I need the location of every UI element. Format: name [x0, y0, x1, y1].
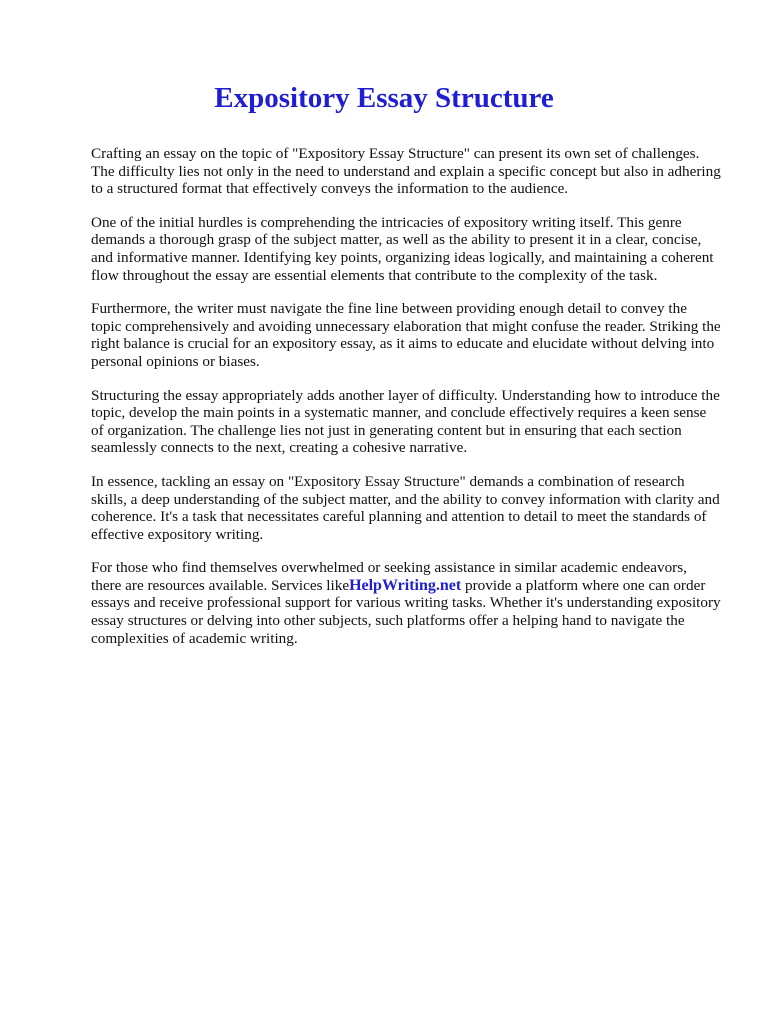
paragraph-6-text-after-link: provide a platform where one can order essays and receive professional support for various writing tasks. Whether it's understanding expository essay structures or delving into other subjects, such platforms offer a helping hand to navigate the complexities of academic writing. [91, 576, 721, 647]
document-title: Expository Essay Structure [214, 82, 554, 114]
helpwriting-link[interactable]: HelpWriting.net [349, 576, 462, 594]
paragraph-6 [91, 559, 721, 647]
paragraph-5: In essence, tackling an essay on "Expository Essay Structure" demands a combination of research skills, a deep understanding of the subject matter, and the ability to convey information with clarity and coherence. It's a task that necessitates careful planning and attention to detail to meet the standards of effective expository writing. [91, 472, 720, 543]
paragraph-3: Furthermore, the writer must navigate the fine line between providing enough detail to convey the topic comprehensively and avoiding unnecessary elaboration that might confuse the reader. Striking the right balance is crucial for an expository essay, as it aims to educate and elucidate without delving into personal opinions or biases. [91, 300, 721, 370]
document-body [91, 145, 721, 663]
paragraph-4: Structuring the essay appropriately adds another layer of difficulty. Understanding how to introduce the topic, develop the main points in a systematic manner, and conclude effectively requires a keen sense of organization. The challenge lies not just in generating content but in ensuring that each section seamlessly connects to the next, creating a cohesive narrative. [91, 386, 720, 457]
paragraph-6-text-before-link: For those who find themselves overwhelmed or seeking assistance in similar academic endeavors, there are resources available. Services like [91, 559, 687, 594]
paragraph-1: Crafting an essay on the topic of "Expository Essay Structure" can present its own set of challenges. The difficulty lies not only in the need to understand and explain a specific concept but also in adhering to a structured format that effectively conveys the information to the audience. [91, 145, 721, 198]
paragraph-2: One of the initial hurdles is comprehending the intricacies of expository writing itself. This genre demands a thorough grasp of the subject matter, as well as the ability to present it in a clear, concise, and informative manner. Identifying key points, organizing ideas logically, and maintaining a coherent flow throughout the essay are essential elements that contribute to the complexity of the task. [91, 213, 714, 284]
